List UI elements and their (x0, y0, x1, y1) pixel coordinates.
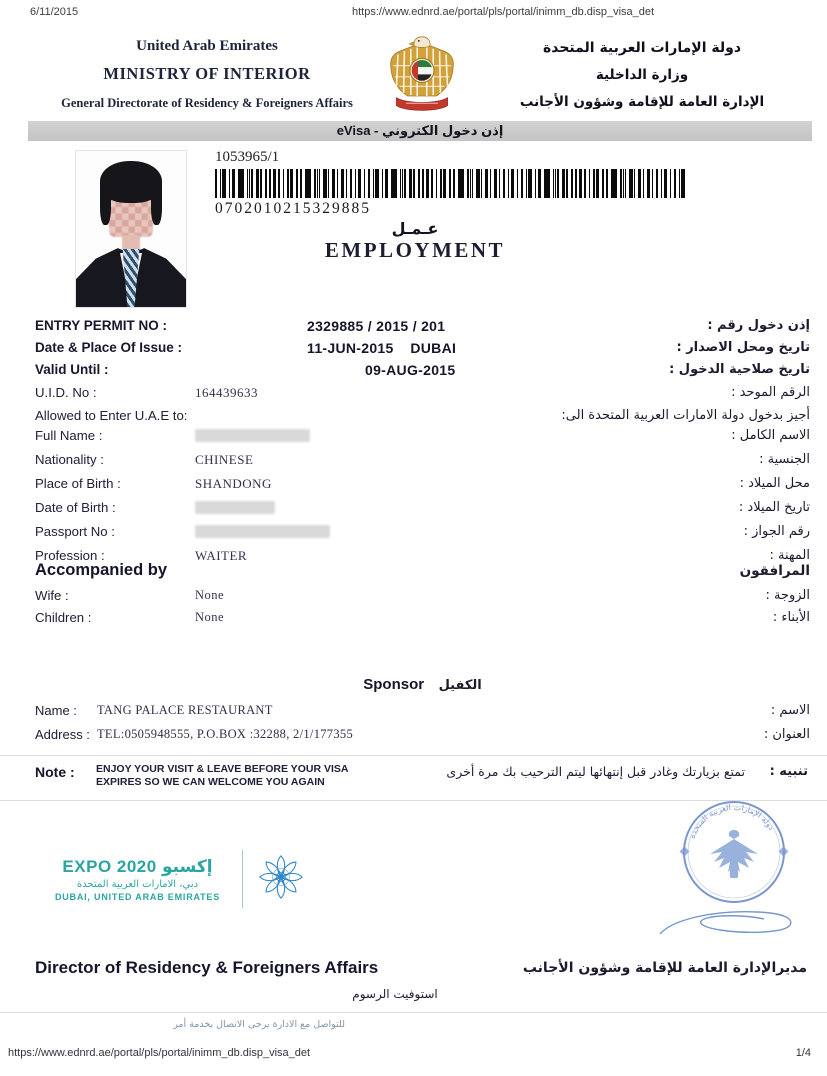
page-number: 1/4 (795, 1047, 811, 1059)
divider-line (0, 1012, 827, 1013)
barcode-number: 0702010215329885 (215, 200, 371, 217)
field-label-ar: تاريخ ومحل الاصدار : (676, 340, 810, 355)
field-row-children (35, 610, 810, 630)
note-text-line1: ENJOY YOUR VISIT & LEAVE BEFORE YOUR VISA (96, 763, 349, 775)
field-label-en: Address : (35, 727, 90, 742)
field-value: 11-JUN-2015 DUBAI (307, 340, 457, 356)
field-label-ar: الرقم الموحد : (731, 385, 810, 400)
sponsor-title-ar: الكفيل (438, 678, 482, 693)
expo-subtitle-ar: دبي، الامارات العربية المتحدة (76, 878, 199, 890)
field-label-en: Wife : (35, 588, 69, 603)
field-row-passport-no (35, 524, 810, 544)
note-text-en (96, 763, 406, 789)
field-label-ar: محل الميلاد : (739, 476, 810, 491)
sponsor-title (35, 676, 810, 694)
field-label-en: Allowed to Enter U.A.E to: (35, 408, 188, 423)
field-label-ar: الاسم : (770, 703, 810, 718)
stamp-arc-text: دولة الإمارات العربية المتحدة (687, 802, 777, 840)
accompanied-by-section (35, 561, 810, 636)
field-label-ar: الجنسية : (759, 452, 810, 467)
field-label-en: Passport No : (35, 524, 115, 539)
field-label-ar: رقم الجواز : (743, 524, 810, 539)
visa-type-arabic: عـمـل (391, 219, 439, 238)
print-date: 6/11/2015 (30, 6, 79, 18)
field-label-en: Full Name : (35, 428, 103, 443)
redacted-value (195, 525, 330, 538)
field-label-en: Children : (35, 610, 92, 625)
ministry-name-ar: وزارة الداخلية (595, 67, 689, 83)
field-row-wife (35, 588, 810, 608)
directorate-name-en: General Directorate of Residency & Foreigners Affairs (61, 96, 353, 110)
field-label-ar: تاريخ الميلاد : (738, 500, 810, 515)
visa-details-section (35, 318, 810, 570)
contact-note-ar: للتواصل مع الادارة يرجى الاتصال بخدمة أمر (173, 1019, 345, 1030)
signature-icon (652, 906, 802, 951)
field-label-en: Nationality : (35, 452, 104, 467)
country-name-en: United Arab Emirates (136, 38, 278, 54)
redacted-value (195, 429, 310, 442)
header-english (22, 38, 392, 111)
ministry-name-en: MINISTRY OF INTERIOR (103, 64, 311, 83)
field-value: TEL:0505948555, P.O.BOX :32288, 2/1/177355 (97, 727, 354, 741)
field-label-ar: تاريخ صلاحية الدخول : (669, 362, 810, 377)
field-row-allowed-to-enter (35, 408, 810, 428)
field-label-ar: الزوجة : (765, 588, 810, 603)
directorate-name-ar: الإدارة العامة للإقامة وشؤون الأجانب (519, 94, 765, 110)
field-value: 164439633 (195, 385, 258, 400)
field-row-valid-until (35, 362, 810, 382)
field-label-ar: الأبناء : (772, 610, 810, 625)
field-value: WAITER (195, 548, 248, 563)
fees-collected-text: استوفيت الرسوم (352, 987, 438, 1001)
field-label-en: Name : (35, 703, 77, 718)
field-value: None (195, 588, 225, 602)
sponsor-row-name (35, 703, 810, 723)
director-title-en: Director of Residency & Foreigners Affairs (35, 958, 379, 977)
accompanied-by-title-ar: المرافقون (739, 563, 810, 579)
field-label-en: Place of Birth : (35, 476, 121, 491)
header-arabic (477, 40, 807, 110)
field-row-date-of-birth (35, 500, 810, 520)
sponsor-title-en: Sponsor (363, 676, 425, 693)
evisa-title: eVisa - إذن دخول الكتروني (336, 123, 504, 138)
field-label-en: Profession : (35, 548, 105, 563)
director-title-ar: مديرالإدارة العامة للإقامة وشؤون الأجانب (522, 960, 807, 976)
field-value: TANG PALACE RESTAURANT (97, 703, 273, 717)
redacted-value (195, 501, 275, 514)
photo-hair-right (151, 183, 162, 225)
field-row-place-of-birth (35, 476, 810, 496)
note-text-line2: EXPIRES SO WE CAN WELCOME YOU AGAIN (96, 776, 325, 788)
field-label-ar: المهنة : (769, 548, 810, 563)
divider-line (0, 755, 827, 756)
field-label-ar: أجيز بدخول دولة الامارات العربية المتحدة الى: (561, 408, 810, 423)
field-label-en: U.I.D. No : (35, 385, 97, 400)
field-value: SHANDONG (195, 476, 272, 491)
expo-rosette-icon (255, 851, 307, 908)
sponsor-section (35, 676, 810, 756)
accompanied-by-title-en: Accompanied by (35, 561, 168, 579)
field-label-en: Valid Until : (35, 362, 109, 377)
applicant-photo (75, 150, 187, 308)
field-label-ar: إذن دخول رقم : (707, 318, 810, 333)
note-label-en: Note : (35, 764, 75, 780)
field-row-date-place-of-issue (35, 340, 810, 360)
field-value: 2329885 / 2015 / 201 (307, 318, 446, 334)
expo-title: EXPO 2020 إكسبو (62, 856, 213, 876)
uae-coat-of-arms-icon (382, 34, 462, 118)
evisa-title-bar (28, 121, 812, 141)
official-stamp-icon (664, 796, 804, 917)
field-value: 09-AUG-2015 (365, 362, 456, 378)
expo-logo-text (45, 857, 230, 902)
barcode-icon (215, 169, 688, 198)
country-name-ar: دولة الإمارات العربية المتحدة (542, 40, 742, 56)
file-number: 1053965/1 (215, 149, 280, 165)
photo-neck (122, 235, 140, 251)
print-url-top: https://www.ednrd.ae/portal/pls/portal/inimm_db.disp_visa_det (352, 6, 655, 18)
field-label-en: Date of Birth : (35, 500, 116, 515)
field-label-ar: العنوان : (763, 727, 810, 742)
field-value: CHINESE (195, 452, 254, 467)
field-row-uid-no (35, 385, 810, 405)
field-label-en: ENTRY PERMIT NO : (35, 318, 168, 333)
field-row-entry-permit-no (35, 318, 810, 338)
field-label-ar: الاسم الكامل : (731, 428, 810, 443)
photo-hair-left (100, 183, 111, 225)
print-url-bottom: https://www.ednrd.ae/portal/pls/portal/inimm_db.disp_visa_det (8, 1047, 311, 1059)
expo-divider (242, 850, 243, 908)
field-row-full-name (35, 428, 810, 448)
field-label-en: Date & Place Of Issue : (35, 340, 183, 355)
expo-subtitle-en: DUBAI, UNITED ARAB EMIRATES (54, 891, 221, 902)
visa-type-english: EMPLOYMENT (324, 238, 506, 262)
field-value: None (195, 610, 225, 624)
note-label-ar: تنبيه : (769, 764, 808, 779)
field-row-nationality (35, 452, 810, 472)
expo-2020-logo (45, 850, 307, 908)
sponsor-row-address (35, 727, 810, 747)
note-text-ar: تمتع بزيارتك وغادر قبل إنتهائها ليتم الترحيب بك مرة أخرى (446, 764, 745, 779)
